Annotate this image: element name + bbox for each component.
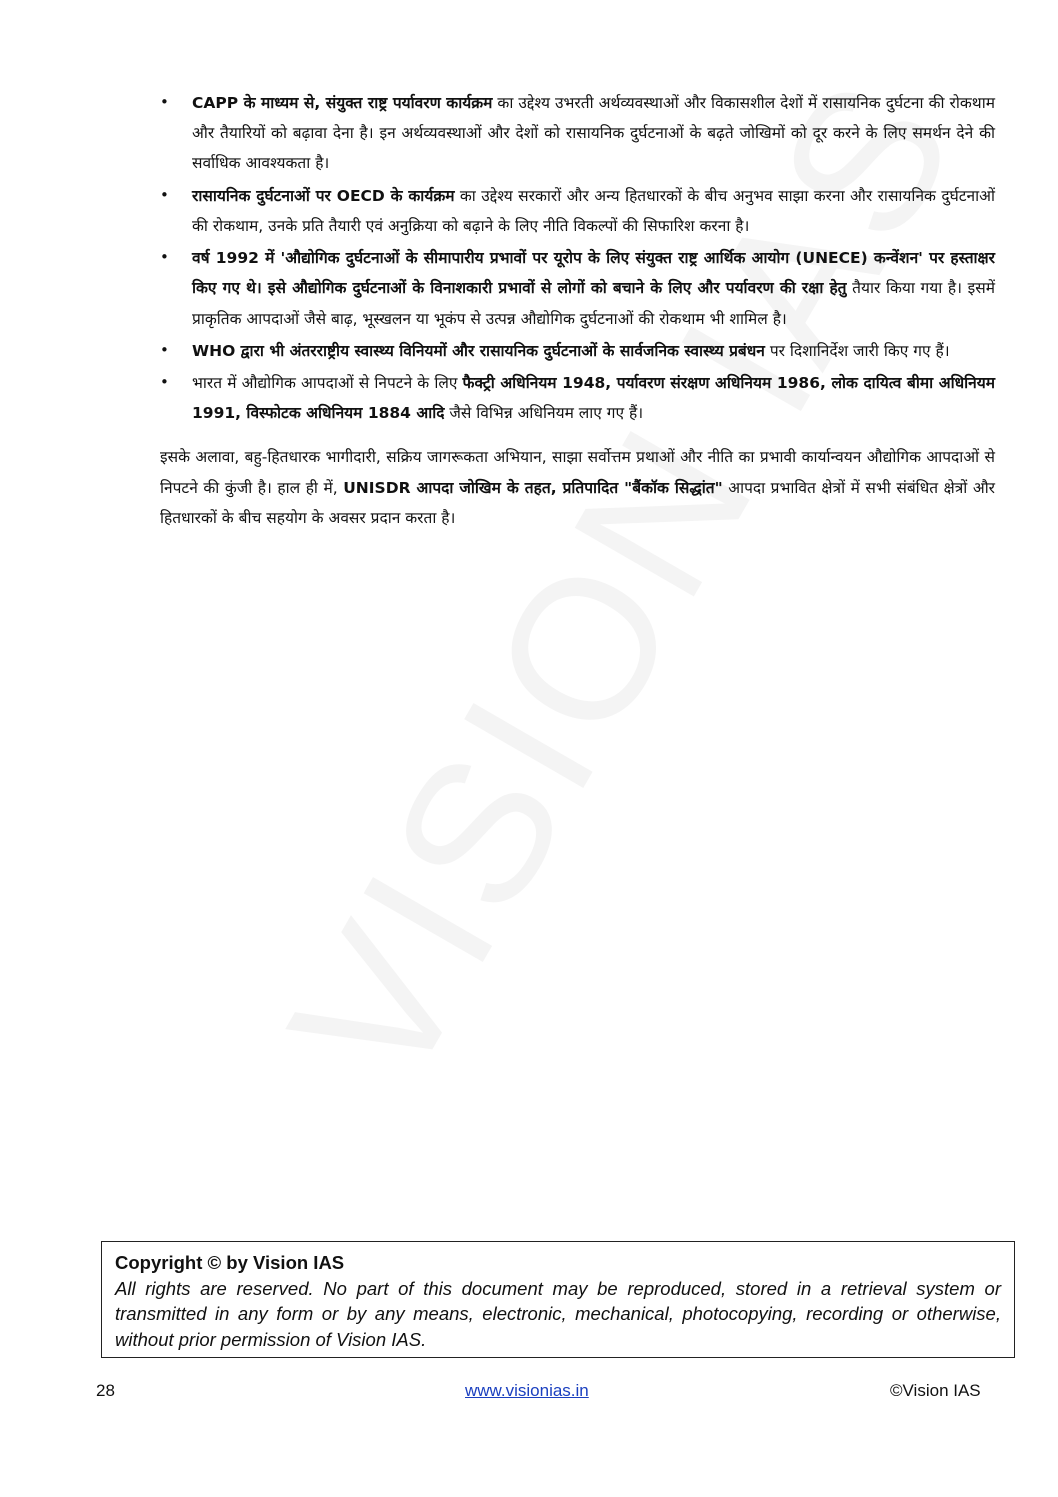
bullet-pre-text: भारत में औद्योगिक आपदाओं से निपटने के लिए bbox=[192, 373, 463, 392]
bullet-bold-text: CAPP के माध्यम से, संयुक्त राष्ट्र पर्यावरण कार्यक्रम bbox=[192, 94, 493, 112]
bullet-icon: • bbox=[160, 340, 169, 359]
closing-text-2: आपदा प्रभावित क्षेत्रों में सभी संबंधित क्षेत्रों और हितधारकों के बीच सहयोग के अवसर प्रदान करता है। bbox=[160, 478, 996, 527]
bullet-text: पर दिशानिर्देश जारी किए गए हैं। bbox=[764, 341, 950, 360]
bullet-text: जैसे विभिन्न अधिनियम लाए गए हैं। bbox=[444, 404, 644, 423]
bullet-icon: • bbox=[160, 372, 169, 391]
footer-brand: ©Vision IAS bbox=[890, 1381, 981, 1400]
bullet-bold-text: वर्ष 1992 में 'औद्योगिक दुर्घटनाओं के सीमापारीय प्रभावों पर यूरोप के लिए संयुक्त राष्ट्र आर्थिक आयोग (UNECE) कन्वेंशन' पर हस्ताक्षर किए गए थे। इसे औद्योगिक दुर्घटनाओं के विनाशकारी प्रभावों से लोगों को बचाने के लिए और पर्यावरण की रक्षा हेतु bbox=[192, 249, 995, 298]
bullet-icon: • bbox=[160, 93, 169, 111]
bullet-list bbox=[160, 88, 995, 428]
bullet-text: तैयार किया गया है। इसमें प्राकृतिक आपदाओं जैसे बाढ़, भूस्खलन या भूकंप से उत्पन्न औद्योगिक दुर्घटनाओं की रोकथाम भी शामिल है। bbox=[192, 279, 995, 328]
closing-bold-text: UNISDR आपदा जोखिम के तहत, प्रतिपादित "बैंकॉक सिद्धांत" bbox=[343, 478, 723, 497]
website-link[interactable]: www.visionias.in bbox=[465, 1381, 589, 1400]
bullet-text: का उद्देश्य उभरती अर्थव्यवस्थाओं और विकासशील देशों में रासायनिक दुर्घटना की रोकथाम और तैयारियों को बढ़ावा देना है। इन अर्थव्यवस्थाओं और देशों को रासायनिक दुर्घटनाओं के बढ़ते जोखिमों को दूर करने के लिए समर्थन देने की सर्वाधिक आवश्यकता है। bbox=[192, 94, 995, 173]
list-item bbox=[160, 243, 995, 334]
list-item bbox=[160, 181, 995, 241]
closing-paragraph bbox=[160, 442, 995, 533]
bullet-icon: • bbox=[160, 248, 169, 267]
list-item bbox=[160, 88, 995, 179]
bullet-icon: • bbox=[160, 185, 169, 204]
bullet-bold-text: WHO द्वारा भी अंतरराष्ट्रीय स्वास्थ्य विनियमों और रासायनिक दुर्घटनाओं के सार्वजनिक स्वास्थ्य प्रबंधन bbox=[192, 341, 765, 360]
bullet-bold-text: रासायनिक दुर्घटनाओं पर OECD के कार्यक्रम bbox=[192, 186, 455, 205]
bullet-text: का उद्देश्य सरकारों और अन्य हितधारकों के बीच अनुभव साझा करना और रासायनिक दुर्घटनाओं की रोकथाम, उनके प्रति तैयारी एवं अनुक्रिया को बढ़ाने के लिए नीति विकल्पों की सिफारिश करना है। bbox=[192, 186, 996, 235]
document-body bbox=[160, 88, 995, 549]
copyright-title: Copyright © by Vision IAS bbox=[115, 1252, 345, 1273]
list-item bbox=[160, 368, 995, 428]
bullet-bold-text: फैक्ट्री अधिनियम 1948, पर्यावरण संरक्षण अधिनियम 1986, लोक दायित्व बीमा अधिनियम 1991, विस्फोटक अधिनियम 1884 आदि bbox=[192, 373, 995, 423]
list-item bbox=[160, 336, 995, 366]
copyright-box bbox=[101, 1241, 1015, 1358]
copyright-text: All rights are reserved. No part of this document may be reproduced, stored in a retrieval system or transmitted in any form or by any means, electronic, mechanical, photocopying, recording or otherwise, without prior permission of Vision IAS. bbox=[115, 1277, 1001, 1350]
page-number: 28 bbox=[96, 1381, 115, 1400]
closing-text-1: इसके अलावा, बहु-हितधारक भागीदारी, सक्रिय जागरूकता अभियान, साझा सर्वोत्तम प्रथाओं और नीति का प्रभावी कार्यान्वयन औद्योगिक आपदाओं से निपटने की कुंजी है। हाल ही में, bbox=[160, 448, 995, 497]
